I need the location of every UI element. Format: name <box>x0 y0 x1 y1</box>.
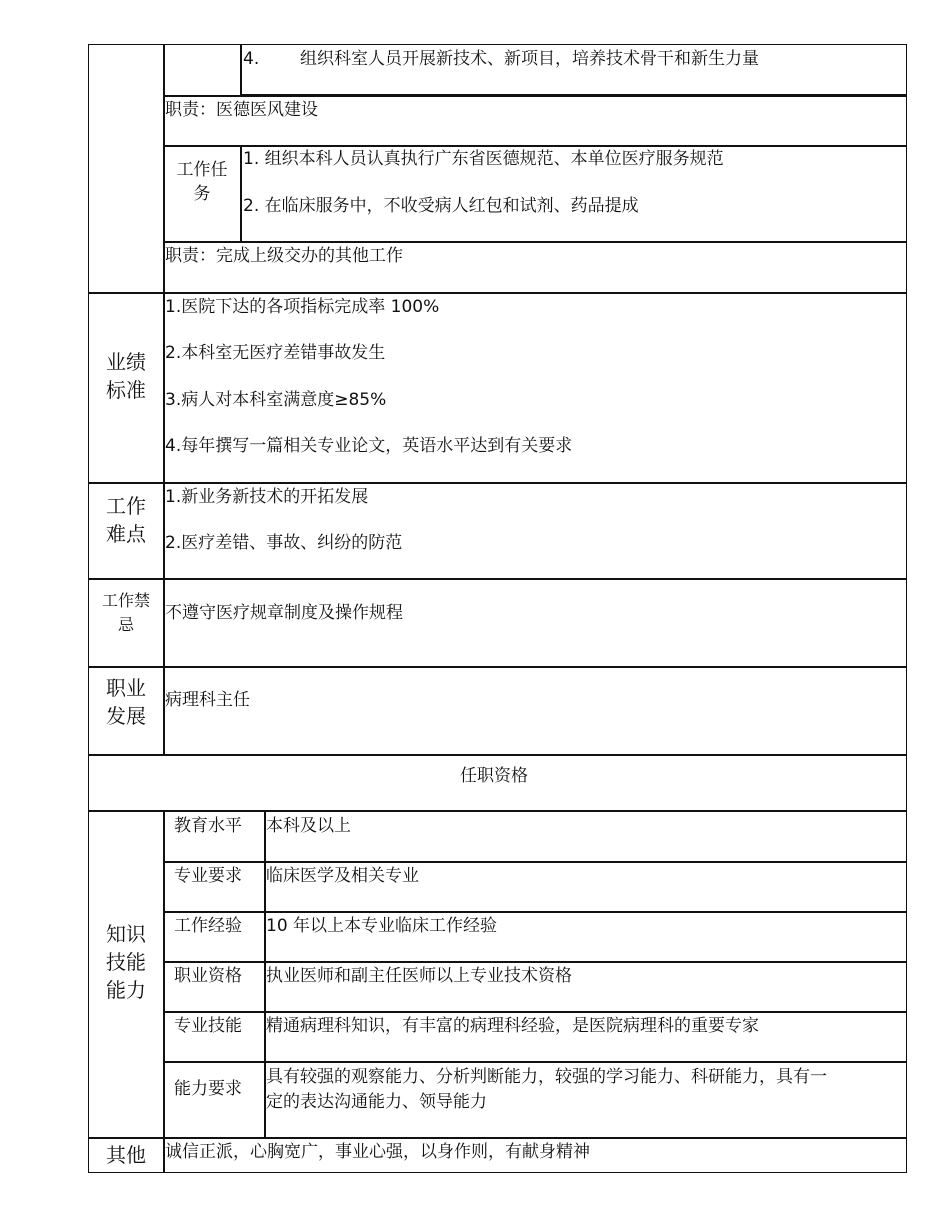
row-divider <box>163 961 907 963</box>
prohibition-text: 不遵守医疗规章制度及操作规程 <box>165 603 403 623</box>
row-divider <box>88 666 907 668</box>
career-label: 职业 发展 <box>106 676 146 728</box>
performance-item: 3.病人对本科室满意度≥85% <box>165 390 387 410</box>
row-divider <box>88 810 907 812</box>
other-text: 诚信正派，心胸宽广，事业心强，以身作则，有献身精神 <box>165 1142 590 1162</box>
qualification-row-value: 具有较强的观察能力、分析判断能力，较强的学习能力、科研能力，具有一 <box>266 1067 827 1087</box>
column-divider <box>163 810 165 1173</box>
row-divider <box>163 911 907 913</box>
qualification-row-label: 专业技能 <box>174 1016 242 1036</box>
qualification-row-value: 定的表达沟通能力、领导能力 <box>266 1092 487 1112</box>
column-divider <box>240 44 242 95</box>
ethics-task-item: 2. 在临床服务中，不收受病人红包和试剂、药品提成 <box>243 196 639 216</box>
duty-other-title: 职责：完成上级交办的其他工作 <box>165 246 403 266</box>
qualification-row-label: 教育水平 <box>174 816 242 836</box>
task-label: 工作任 务 <box>176 160 228 204</box>
qualification-row-value: 10 年以上本专业临床工作经验 <box>266 916 498 936</box>
difficulty-label: 工作 难点 <box>106 494 146 546</box>
row-divider <box>163 241 907 243</box>
performance-item: 2.本科室无医疗差错事故发生 <box>165 343 386 363</box>
qualification-row-label: 职业资格 <box>174 966 242 986</box>
qualification-row-value: 临床医学及相关专业 <box>266 866 419 886</box>
performance-item: 4.每年撰写一篇相关专业论文，英语水平达到有关要求 <box>165 436 573 456</box>
row-divider <box>163 145 907 147</box>
qualification-row-label: 能力要求 <box>174 1079 242 1099</box>
row-divider <box>163 861 907 863</box>
qualification-row-value: 本科及以上 <box>266 816 351 836</box>
qualification-row-value: 精通病理科知识，有丰富的病理科经验，是医院病理科的重要专家 <box>266 1016 759 1036</box>
qualification-header: 任职资格 <box>460 766 528 786</box>
difficulty-item: 1.新业务新技术的开拓发展 <box>165 487 369 507</box>
column-divider <box>240 145 242 242</box>
other-label: 其他 <box>106 1143 146 1167</box>
career-text: 病理科主任 <box>165 690 250 710</box>
row-divider <box>88 292 907 294</box>
row-divider <box>163 95 907 97</box>
row-divider <box>88 482 907 484</box>
row-divider <box>163 1011 907 1013</box>
ethics-task-item: 1. 组织本科人员认真执行广东省医德规范、本单位医疗服务规范 <box>243 149 724 169</box>
qualification-row-value: 执业医师和副主任医师以上专业技术资格 <box>266 966 572 986</box>
qualification-row-label: 工作经验 <box>174 916 242 936</box>
qualification-row-label: 专业要求 <box>174 866 242 886</box>
performance-label: 业绩 标准 <box>106 350 146 402</box>
duty-ethics-title: 职责：医德医风建设 <box>165 100 318 120</box>
row-divider <box>163 1061 907 1063</box>
task-item-number: 4. <box>243 49 260 69</box>
performance-item: 1.医院下达的各项指标完成率 100% <box>165 297 440 317</box>
row-divider <box>88 1137 907 1139</box>
task-item-text: 组织科室人员开展新技术、新项目，培养技术骨干和新生力量 <box>300 49 759 69</box>
prohibition-label: 工作禁 忌 <box>101 591 150 634</box>
knowledge-skills-label: 知识 技能 能力 <box>106 922 146 1002</box>
row-divider <box>88 578 907 580</box>
difficulty-item: 2.医疗差错、事故、纠纷的防范 <box>165 533 403 553</box>
row-divider <box>88 754 907 756</box>
